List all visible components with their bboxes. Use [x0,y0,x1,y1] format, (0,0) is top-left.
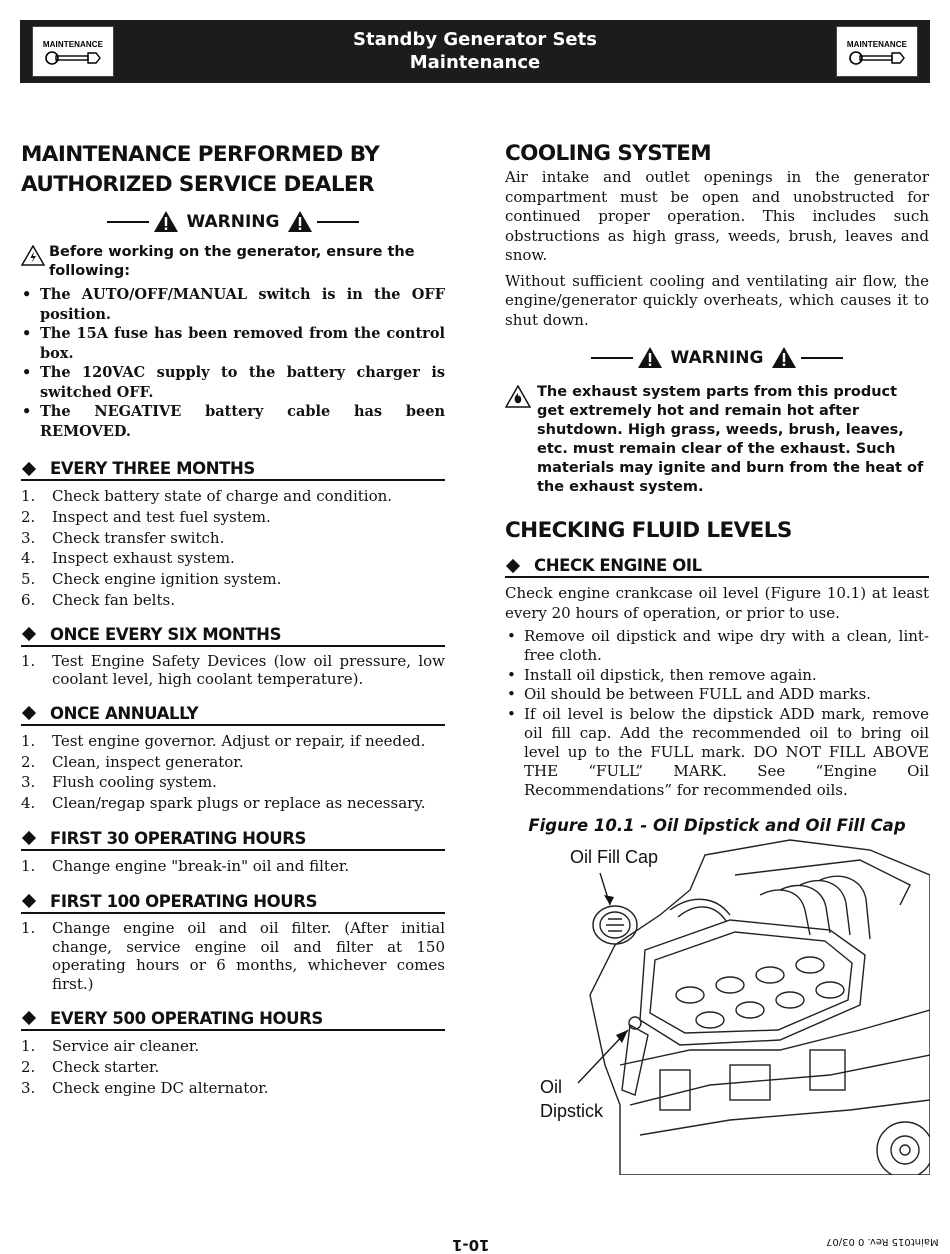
section-title: EVERY 500 OPERATING HOURS [50,1008,323,1028]
six-month-tasks [21,652,445,689]
list-item: • The 15A fuse has been removed from the control box. [21,324,445,363]
list-item: • The NEGATIVE battery cable has been REMOVED. [21,402,445,441]
section-first-30-hours [21,828,445,851]
cooling-system-heading: COOLING SYSTEM [505,141,712,166]
list-item: 1. Service air cleaner. [21,1036,200,1055]
header-title-line1: Standby Generator Sets [353,29,597,50]
oil-intro: Check engine crankcase oil level (Figure 10.1) at least every 20 hours of operation, or prior to use. [505,584,929,622]
list-item: • Oil should be between FULL and ADD marks. [505,685,929,704]
figure-caption: Figure 10.1 - Oil Dipstick and Oil Fill Cap [528,815,906,835]
warning-label: WARNING [186,211,280,232]
annual-tasks [21,731,445,814]
list-item: • Remove oil dipstick and wipe dry with a clean, lint-free cloth. [505,627,929,665]
warning-rule-left [107,221,149,223]
every-500-hour-tasks [21,1036,445,1098]
section-title: FIRST 30 OPERATING HOURS [50,828,307,848]
list-item: 1. Test Engine Safety Devices (low oil pressure, low coolant level, high coolant temperature). [21,651,445,689]
diamond-icon [22,894,36,908]
list-item: 4. Clean/regap spark plugs or replace as necessary. [21,794,426,813]
list-item: 4. Inspect exhaust system. [21,549,235,568]
warning-banner [505,346,929,369]
warning-triangle-icon [153,210,179,233]
caution-note [21,243,445,281]
section-title: CHECK ENGINE OIL [534,556,702,575]
warning-triangle-icon [287,210,313,233]
list-item: 3. Check transfer switch. [21,528,225,547]
first-30-hour-tasks [21,856,445,877]
oil-dipstick-label-line2: Dipstick [540,1101,604,1121]
logo-label: MAINTENANCE [846,40,908,49]
fire-hazard-icon [505,383,537,497]
oil-dipstick-label [540,1075,603,1123]
maintenance-logo-right [836,26,918,77]
exhaust-warning-text: The exhaust system parts from this product get extremely hot and remain hot after shutdown. High grass, weeds, brush, leaves, etc. must remain clear of the exhaust. Such materials may ignite and burn from the heat of the exhaust system. [537,384,924,495]
list-item: 2. Check starter. [21,1057,160,1076]
section-title: ONCE ANNUALLY [50,703,199,723]
first-100-hour-tasks [21,919,445,994]
diamond-icon [22,461,36,475]
list-item: • The 120VAC supply to the battery charger is switched OFF. [21,363,445,402]
list-item: 6. Check fan belts. [21,590,175,609]
list-item: • The AUTO/OFF/MANUAL switch is in the OFF position. [21,285,445,324]
list-item: • Install oil dipstick, then remove again. [505,666,929,685]
three-month-tasks [21,486,445,611]
logo-label: MAINTENANCE [42,40,104,49]
list-item: 5. Check engine ignition system. [21,570,282,589]
engine-illustration [530,835,930,1175]
section-title: ONCE EVERY SIX MONTHS [50,624,282,644]
warning-rule-left [591,357,633,359]
list-item: 2. Inspect and test fuel system. [21,507,271,526]
list-item: 3. Check engine DC alternator. [21,1078,269,1097]
list-item: • If oil level is below the dipstick ADD mark, remove oil fill cap. Add the recommended oil to bring oil level up to the FULL mark. DO NOT FILL ABOVE THE “FULL” MARK. See “Engine Oil Recommendations” for recommended oils. [505,705,929,800]
warning-label: WARNING [670,347,764,368]
diamond-icon [22,1011,36,1025]
section-title: EVERY THREE MONTHS [50,459,255,478]
left-column [21,140,445,1098]
warning-rule-right [801,357,843,359]
wrench-icon [848,50,906,66]
header-bar [20,20,930,83]
section-once-every-six-months [21,624,445,647]
oil-check-steps [505,627,929,800]
document-code: Maint015 Rev. 0 03/07 [826,1236,939,1247]
diamond-icon [22,627,36,641]
checking-fluid-levels-heading: CHECKING FLUID LEVELS [505,518,792,543]
cooling-paragraph-1: Air intake and outlet openings in the generator compartment must be open and unobstructed for continued proper operation. This includes such obstructions as high grass, weeds, brush, leaves and snow. [505,168,929,264]
section-title: FIRST 100 OPERATING HOURS [50,891,318,911]
list-item: 1. Change engine "break-in" oil and filter. [21,856,350,875]
oil-dipstick-label-line1: Oil [540,1077,562,1097]
list-item: 2. Clean, inspect generator. [21,752,244,771]
section-first-100-hours [21,891,445,914]
diamond-icon [22,706,36,720]
warning-triangle-icon [637,346,663,369]
maintenance-heading-line2: AUTHORIZED SERVICE DEALER [21,172,374,197]
section-every-500-hours [21,1008,445,1031]
list-item: 1. Change engine oil and oil filter. (After initial change, service engine oil and filter at 150 operating hours or 6 months, whichever comes first.) [21,918,445,994]
right-column [505,140,929,835]
section-every-three-months [21,458,445,481]
exhaust-warning [505,383,929,497]
page-number: 10-1 [452,1236,490,1254]
electrical-hazard-icon [21,243,49,281]
warning-triangle-icon [771,346,797,369]
maintenance-heading [21,140,445,200]
diamond-icon [22,831,36,845]
cooling-paragraph-2: Without sufficient cooling and ventilating air flow, the engine/generator quickly overheats, which causes it to shut down. [505,271,929,329]
warning-rule-right [317,221,359,223]
header-title [20,28,930,74]
list-item: 1. Test engine governor. Adjust or repair, if needed. [21,731,426,750]
precaution-list [21,285,445,441]
caution-text: Before working on the generator, ensure the following: [49,244,415,279]
diamond-icon [506,558,520,572]
list-item: 3. Flush cooling system. [21,773,217,792]
header-title-line2: Maintenance [409,52,541,73]
engine-figure [530,835,930,1175]
maintenance-heading-line1: MAINTENANCE PERFORMED BY [21,142,380,167]
oil-fill-cap-label: Oil Fill Cap [570,847,659,867]
section-once-annually [21,703,445,726]
list-item: 1. Check battery state of charge and condition. [21,487,393,505]
section-check-engine-oil [505,555,929,578]
warning-banner [21,210,445,233]
